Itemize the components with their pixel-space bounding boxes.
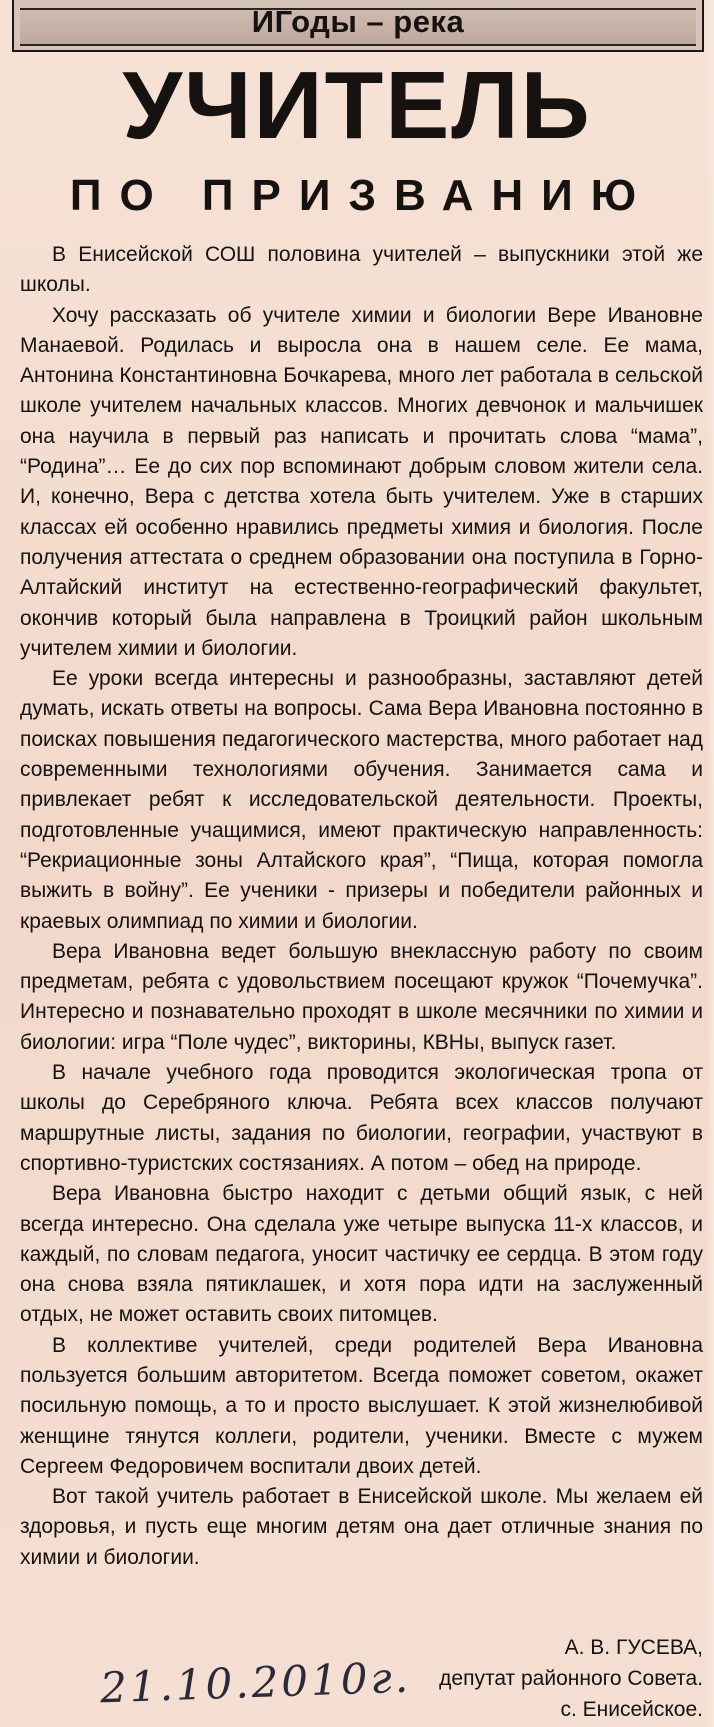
clipping-edge xyxy=(706,0,714,1727)
paragraph: Вера Ивановна ведет большую внеклассную работу по своим предметам, ребята с удовольствием посещают кружок “Почемучка”. Интересно и познавательно проходят в школе месячники по химии и биологии: игра “Поле чудес”, викторины, КВНы, выпуск газет. xyxy=(20,939,703,1054)
author-name: А. В. ГУСЕВА, xyxy=(564,1636,703,1659)
paragraph: Ее уроки всегда интересны и разнообразны, заставляют детей думать, искать ответы на вопросы. Сама Вера Ивановна постоянно в поисках повышения педагогического мастерства, много работает над современными технологиями обучения. Занимается сама и привлекает ребят к исследовательской деятельности. Проекты, подготовленные учащимися, имеют практическую направленность: “Рекриационные зоны Алтайского края”, “Пища, которая помогла выжить в войну”. Ее ученики - призеры и победители районных и краевых олимпиад по химии и биологии. xyxy=(20,667,703,933)
section-rubric xyxy=(12,0,704,52)
rubric-label: ИГоды – река xyxy=(251,4,465,39)
author-position: депутат районного Совета. xyxy=(439,1667,703,1690)
paragraph: В коллективе учителей, среди родителей Вера Ивановна пользуется большим авторитетом. Всегда поможет советом, окажет посильную помощь, а то и просто выслушает. К этой жизнелюбивой женщине тянутся коллеги, родители, ученики. Вместе с мужем Сергеем Федоровичем воспитали двоих детей. xyxy=(20,1333,703,1478)
article-body xyxy=(20,240,703,1573)
article-subtitle: ПО ПРИЗВАНИЮ xyxy=(69,171,655,220)
article-title: УЧИТЕЛЬ xyxy=(122,52,592,159)
handwritten-date: 21.10.2010г. xyxy=(99,1652,412,1713)
paragraph: В начале учебного года проводится экологическая тропа от школы до Серебряного ключа. Ребята всех классов получают маршрутные листы, задания по биологии, географии, участвуют в спортивно-туристских состязаниях. А потом – обед на природе. xyxy=(20,1061,703,1175)
author-place: с. Енисейское. xyxy=(560,1698,703,1721)
paragraph: Хочу рассказать об учителе химии и биологии Вере Ивановне Манаевой. Родилась и выросла она в нашем селе. Ее мама, Антонина Константиновна Бочкарева, много лет работала в сельской школе учителем начальных классов. Многих девчонок и мальчишек она научила в первый раз написать и прочитать слова “мама”, “Родина”… Ее до сих пор вспоминают добрым словом жители села. И, конечно, Вера с детства хотела быть учителем. Уже в старших классах ей особенно нравились предметы химия и биология. После получения аттестата о среднем образовании она поступила в Горно-Алтайский институт на естественно-географический факультет, окончив который была направлена в Троицкий район школьным учителем химии и биологии. xyxy=(20,303,703,660)
paragraph: В Енисейской СОШ половина учителей – выпускники этой же школы. xyxy=(20,243,703,297)
paragraph: Вот такой учитель работает в Енисейской школе. Мы желаем ей здоровья, и пусть еще многим детям она дает отличные знания по химии и биологии. xyxy=(20,1485,703,1569)
paragraph: Вера Ивановна быстро находит с детьми общий язык, с ней всегда интересно. Она сделала уже четыре выпуска 11-х классов, и каждый, по словам педагога, уносит частичку ее сердца. В этом году она снова взяла пятиклашек, и хотя пора идти на заслуженный отдых, не может оставить своих питомцев. xyxy=(20,1182,703,1327)
